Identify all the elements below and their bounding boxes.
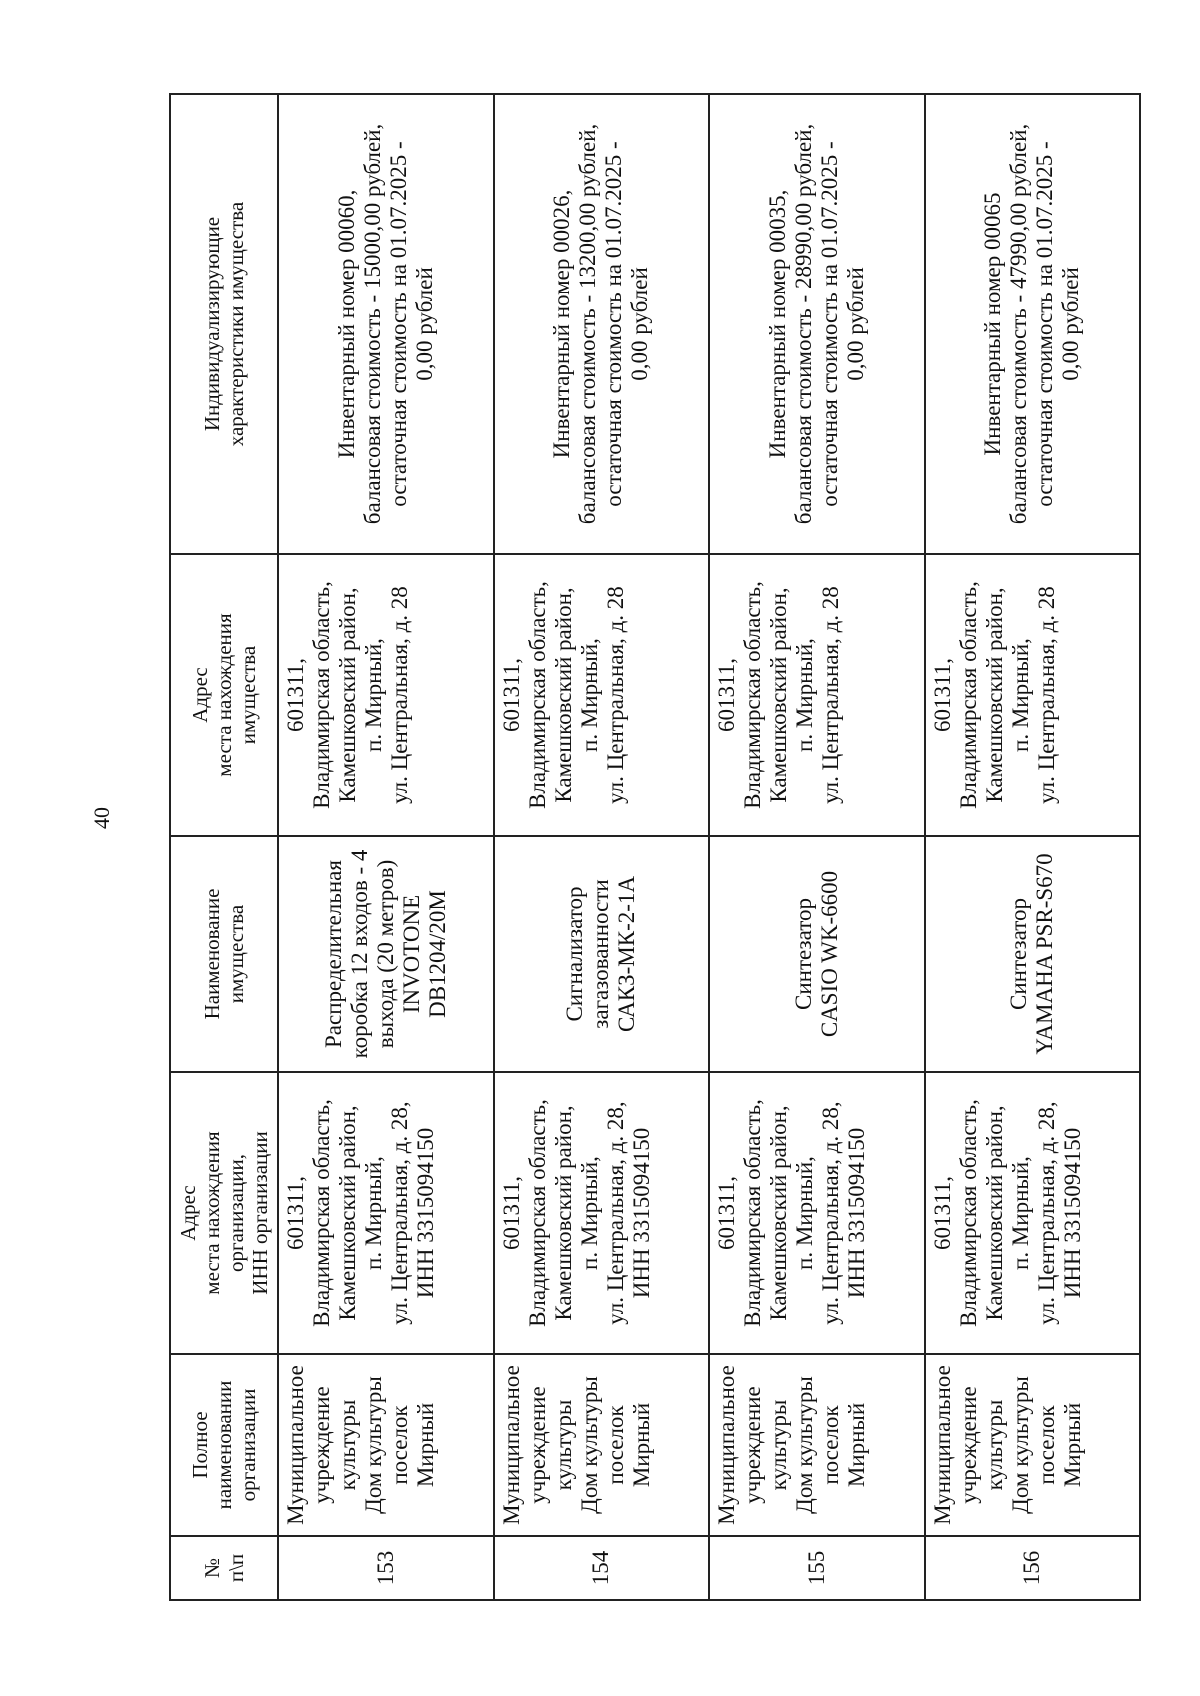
cell-line: CASIO WK-6600 <box>816 870 842 1038</box>
cell-line: Камешковский район, <box>335 1105 360 1321</box>
cell-line: учреждение <box>740 1386 765 1504</box>
cell-line: Инвентарный номер 00065 <box>980 192 1006 456</box>
cell-line: Камешковский район, <box>981 1105 1007 1321</box>
cell-line: Инвентарный номер 00035, <box>764 189 790 459</box>
characteristics-cell <box>278 94 494 554</box>
cell-line: поселок Мирный <box>602 1402 654 1488</box>
cell-line: остаточная стоимость на 01.07.2025 - <box>1032 141 1058 507</box>
header-property-address <box>170 554 278 836</box>
cell-line: остаточная стоимость на 01.07.2025 - <box>601 141 627 507</box>
org-name-cell <box>709 1354 925 1536</box>
characteristics-cell <box>925 94 1141 554</box>
cell-line: Муниципальное <box>714 1365 739 1525</box>
table-row <box>278 94 494 1600</box>
org-address-cell <box>925 1072 1141 1354</box>
property-name-cell <box>925 836 1141 1072</box>
cell-line: Муниципальное <box>283 1365 308 1525</box>
cell-line: 601311, <box>929 658 955 732</box>
cell-line: Камешковский район, <box>766 587 791 803</box>
cell-line: INVOTONE <box>398 894 424 1014</box>
cell-line: учреждение <box>955 1386 981 1504</box>
row-number: 153 <box>278 1536 494 1600</box>
cell-line: Камешковский район, <box>981 587 1007 803</box>
header-characteristics <box>170 94 278 554</box>
cell-line: Владимирская область, <box>740 1099 765 1327</box>
cell-line: САКЗ-МК-2-1А <box>614 875 640 1033</box>
cell-line: Сигнализатор <box>562 886 588 1022</box>
cell-line: загазованности <box>588 879 614 1029</box>
cell-line: ИНН 3315094150 <box>844 1127 869 1299</box>
cell-line: балансовая стоимость - 15000,00 рублей, <box>359 123 385 525</box>
cell-line: ул. Центральная, д. 28 <box>387 586 412 804</box>
cell-line: ул. Центральная, д. 28 <box>1033 586 1059 804</box>
cell-line: поселок Мирный <box>387 1402 438 1488</box>
cell-line: № <box>200 1557 224 1579</box>
cell-line: Камешковский район, <box>550 587 576 803</box>
cell-line: Камешковский район, <box>766 1105 791 1321</box>
cell-line: ул. Центральная, д. 28, <box>387 1101 412 1325</box>
cell-line: Дом культуры <box>792 1376 817 1514</box>
cell-line: Дом культуры <box>361 1376 386 1514</box>
cell-line: Синтезатор <box>790 898 816 1010</box>
row-number: 156 <box>925 1536 1141 1600</box>
header-property-name <box>170 836 278 1072</box>
cell-line: п. Мирный, <box>576 638 602 752</box>
cell-line: 0,00 рублей <box>411 267 437 381</box>
cell-line: ИНН 3315094150 <box>1059 1127 1085 1299</box>
cell-line: балансовая стоимость - 47990,00 рублей, <box>1006 123 1032 525</box>
cell-line: п. Мирный, <box>1007 638 1033 752</box>
cell-line: Камешковский район, <box>550 1105 576 1321</box>
org-name-cell <box>278 1354 494 1536</box>
cell-line: 601311, <box>714 1176 739 1250</box>
cell-line: Инвентарный номер 00026, <box>549 189 575 459</box>
cell-line: Наименование <box>200 888 224 1020</box>
cell-line: Дом культуры <box>576 1376 602 1514</box>
cell-line: культуры <box>981 1399 1007 1491</box>
row-number: 154 <box>494 1536 710 1600</box>
cell-line: места нахождения <box>200 1131 224 1295</box>
cell-line: ул. Центральная, д. 28, <box>602 1101 628 1325</box>
cell-line: культуры <box>550 1399 576 1491</box>
cell-line: п. Мирный, <box>361 1156 386 1270</box>
cell-line: коробка 12 входов - 4 <box>346 849 372 1059</box>
cell-line: Камешковский район, <box>335 587 360 803</box>
cell-line: Индивидуализирующие <box>200 216 224 432</box>
cell-line: культуры <box>335 1399 360 1491</box>
cell-line: Синтезатор <box>1006 898 1032 1010</box>
cell-line: выхода (20 метров) <box>372 859 398 1049</box>
header-org-name <box>170 1354 278 1536</box>
cell-line: 601311, <box>929 1176 955 1250</box>
cell-line: ИНН 3315094150 <box>413 1127 438 1299</box>
cell-line: балансовая стоимость - 13200,00 рублей, <box>575 123 601 525</box>
table-row <box>494 94 710 1600</box>
property-table <box>169 93 1141 1601</box>
page-number: 40 <box>89 807 114 829</box>
property-address-cell <box>278 554 494 836</box>
table-row <box>925 94 1141 1600</box>
cell-line: Полное <box>188 1411 212 1479</box>
org-name-cell <box>494 1354 710 1536</box>
cell-line: Адрес <box>176 1185 200 1241</box>
cell-line: 601311, <box>714 658 739 732</box>
cell-line: Владимирская область, <box>524 1099 550 1327</box>
cell-line: ул. Центральная, д. 28 <box>818 586 843 804</box>
cell-line: остаточная стоимость на 01.07.2025 - <box>816 141 842 507</box>
cell-line: 601311, <box>283 1176 308 1250</box>
cell-line: 0,00 рублей <box>842 267 868 381</box>
cell-line: п\п <box>224 1553 248 1583</box>
cell-line: ул. Центральная, д. 28, <box>818 1101 843 1325</box>
cell-line: 0,00 рублей <box>1058 267 1084 381</box>
cell-line: п. Мирный, <box>792 1156 817 1270</box>
cell-line: Адрес <box>188 667 212 723</box>
cell-line: Владимирская область, <box>309 581 334 809</box>
cell-line: культуры <box>766 1399 791 1491</box>
cell-line: Инвентарный номер 00060, <box>333 189 359 459</box>
cell-line: Владимирская область, <box>524 581 550 809</box>
characteristics-cell <box>494 94 710 554</box>
header-org-address <box>170 1072 278 1354</box>
property-table-frame <box>169 95 1141 1601</box>
cell-line: YAMAHA PSR-S670 <box>1032 853 1058 1055</box>
cell-line: ИНН организации <box>248 1131 272 1295</box>
cell-line: 601311, <box>498 1176 524 1250</box>
table-row <box>709 94 925 1600</box>
cell-line: ул. Центральная, д. 28 <box>602 586 628 804</box>
property-name-cell <box>278 836 494 1072</box>
cell-line: 601311, <box>498 658 524 732</box>
row-number: 155 <box>709 1536 925 1600</box>
org-address-cell <box>494 1072 710 1354</box>
org-address-cell <box>278 1072 494 1354</box>
cell-line: места нахождения <box>212 613 236 777</box>
cell-line: характеристики имущества <box>224 201 248 447</box>
cell-line: 601311, <box>283 658 308 732</box>
table-header-row <box>170 94 278 1600</box>
cell-line: п. Мирный, <box>576 1156 602 1270</box>
property-address-cell <box>925 554 1141 836</box>
cell-line: имущества <box>236 645 260 745</box>
cell-line: Владимирская область, <box>309 1099 334 1327</box>
header-num <box>170 1536 278 1600</box>
property-address-cell <box>709 554 925 836</box>
cell-line: DB1204/20M <box>424 890 450 1018</box>
property-address-cell <box>494 554 710 836</box>
cell-line: организации <box>236 1388 260 1502</box>
cell-line: учреждение <box>524 1386 550 1504</box>
cell-line: п. Мирный, <box>792 638 817 752</box>
cell-line: 0,00 рублей <box>627 267 653 381</box>
cell-line: Муниципальное <box>929 1365 955 1525</box>
org-address-cell <box>709 1072 925 1354</box>
org-name-cell <box>925 1354 1141 1536</box>
property-name-cell <box>494 836 710 1072</box>
cell-line: ИНН 3315094150 <box>628 1127 654 1299</box>
cell-line: п. Мирный, <box>1007 1156 1033 1270</box>
cell-line: учреждение <box>309 1386 334 1504</box>
cell-line: наименовании <box>212 1380 236 1510</box>
cell-line: имущества <box>224 904 248 1004</box>
characteristics-cell <box>709 94 925 554</box>
cell-line: Владимирская область, <box>740 581 765 809</box>
cell-line: балансовая стоимость - 28990,00 рублей, <box>790 123 816 525</box>
property-name-cell <box>709 836 925 1072</box>
cell-line: Распределительная <box>320 860 346 1048</box>
cell-line: ул. Центральная, д. 28, <box>1033 1101 1059 1325</box>
cell-line: поселок Мирный <box>1033 1402 1085 1488</box>
cell-line: остаточная стоимость на 01.07.2025 - <box>385 141 411 507</box>
cell-line: Владимирская область, <box>955 1099 981 1327</box>
cell-line: п. Мирный, <box>361 638 386 752</box>
cell-line: Муниципальное <box>498 1365 524 1525</box>
cell-line: Владимирская область, <box>955 581 981 809</box>
cell-line: поселок Мирный <box>818 1402 869 1488</box>
cell-line: Дом культуры <box>1007 1376 1033 1514</box>
cell-line: организации, <box>224 1154 248 1272</box>
